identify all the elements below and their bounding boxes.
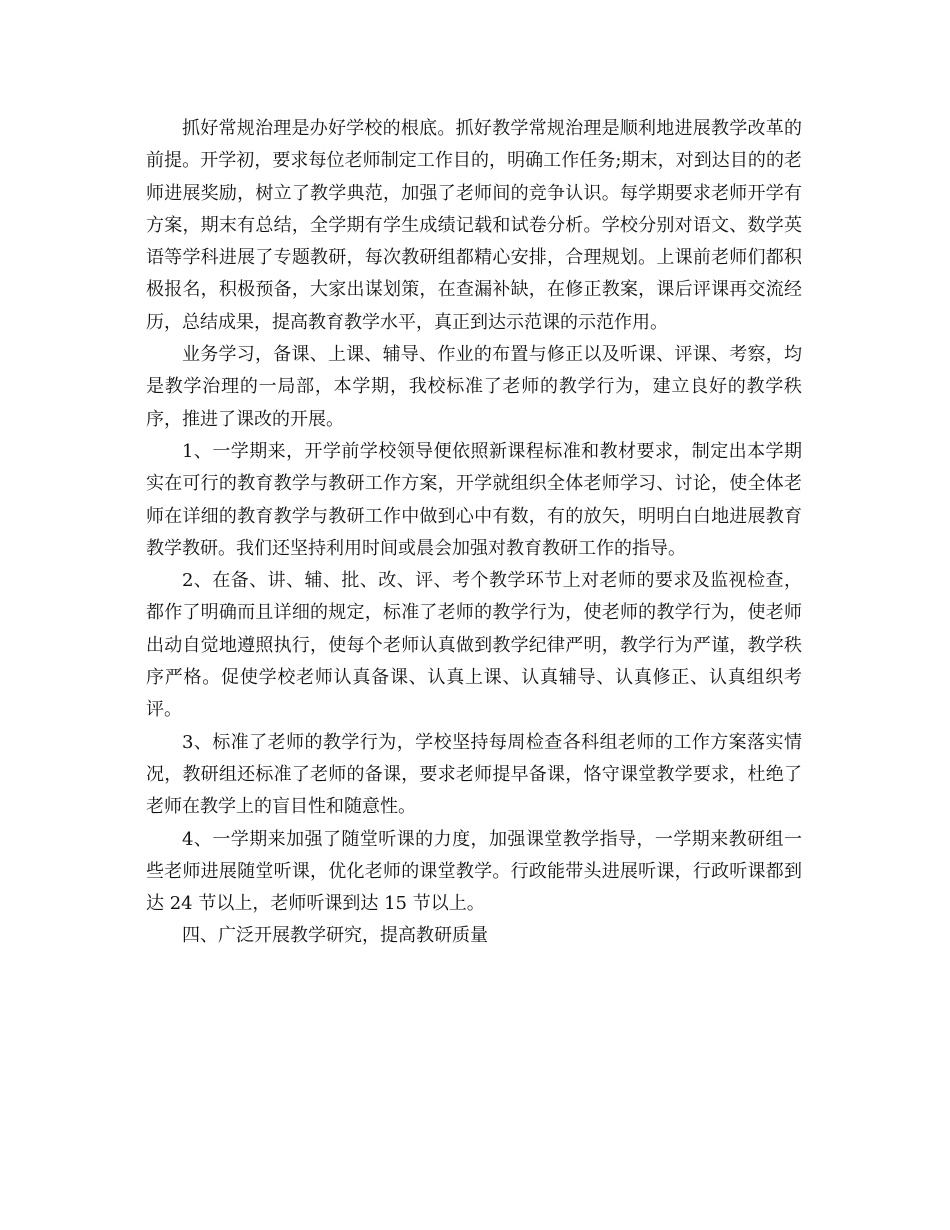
paragraph-business-study: 业务学习，备课、上课、辅导、作业的布置与修正以及听课、评课、考察，均是教学治理的一局部，本学期，我校标准了老师的教学行为，建立良好的教学秩序，推进了课改的开展。 <box>146 344 802 430</box>
paragraph-item-4: 4、一学期来加强了随堂听课的力度，加强课堂教学指导，一学期来教研组一些老师进展随堂听课，优化老师的课堂教学。行政能带头进展听课，行政听课都到达 24 节以上，老师听课到达 15 节以上。 <box>146 828 802 915</box>
document-body <box>146 113 802 953</box>
paragraph-item-1: 1、一学期来，开学前学校领导便依照新课程标准和教材要求，制定出本学期实在可行的教育教学与教研工作方案，开学就组织全体老师学习、讨论，使全体老师在详细的教育教学与教研工作中做到心中有数，有的放矢，明明白白地进展教育教学教研。我们还坚持利用时间或晨会加强对教育教研工作的指导。 <box>146 440 802 559</box>
paragraph-routine-management: 抓好常规治理是办好学校的根底。抓好教学常规治理是顺利地进展教学改革的前提。开学初，要求每位老师制定工作目的，明确工作任务;期末，对到达目的的老师进展奖励，树立了教学典范，加强了老师间的竞争认识。每学期要求老师开学有方案，期末有总结，全学期有学生成绩记载和试卷分析。学校分别对语文、数学英语等学科进展了专题教研，每次教研组都精心安排，合理规划。上课前老师们都积极报名，积极预备，大家出谋划策，在查漏补缺，在修正教案，课后评课再交流经历，总结成果，提高教育教学水平，真正到达示范课的示范作用。 <box>146 118 802 333</box>
paragraph-item-2: 2、在备、讲、辅、批、改、评、考个教学环节上对老师的要求及监视检查，都作了明确而且详细的规定，标准了老师的教学行为，使老师的教学行为，使老师出动自觉地遵照执行，使每个老师认真做到教学纪律严明，教学行为严谨，教学秩序严格。促使学校老师认真备课、认真上课、认真辅导、认真修正、认真组织考评。 <box>146 570 802 721</box>
section-heading-4: 四、广泛开展教学研究，提高教研质量 <box>182 925 488 947</box>
paragraph-item-3: 3、标准了老师的教学行为，学校坚持每周检查各科组老师的工作方案落实情况，教研组还标准了老师的备课，要求老师提早备课，恪守课堂教学要求，杜绝了老师在教学上的盲目性和随意性。 <box>146 731 802 818</box>
